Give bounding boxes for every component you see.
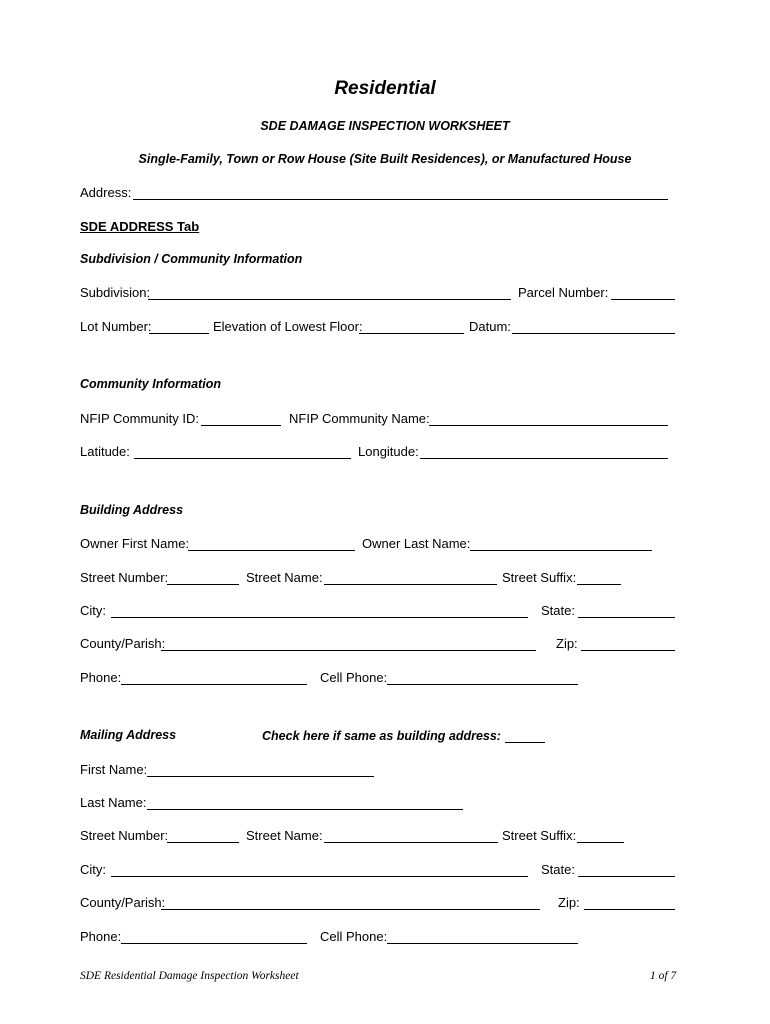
mailing-zip-field[interactable]	[584, 909, 675, 910]
phone-label: Phone:	[80, 670, 122, 685]
longitude-label: Longitude:	[358, 444, 419, 459]
building-types-subtitle: Single-Family, Town or Row House (Site Built Residences), or Manufactured House	[138, 152, 632, 166]
nfip-id-field[interactable]	[201, 425, 281, 426]
mailing-city-field[interactable]	[111, 876, 528, 877]
datum-field[interactable]	[512, 333, 675, 334]
mailing-phone-field[interactable]	[121, 943, 307, 944]
lot-number-label: Lot Number:	[80, 319, 152, 334]
owner-last-name-label: Owner Last Name:	[362, 536, 471, 551]
cell-phone-field[interactable]	[387, 684, 578, 685]
mailing-section-heading: Mailing Address	[80, 728, 177, 742]
mailing-cell-phone-field[interactable]	[387, 943, 578, 944]
zip-label: Zip:	[556, 636, 578, 651]
building-section-heading: Building Address	[80, 503, 184, 517]
address-field[interactable]	[133, 199, 668, 200]
owner-first-name-field[interactable]	[188, 550, 355, 551]
street-name-field[interactable]	[324, 584, 497, 585]
city-label: City:	[80, 603, 106, 618]
zip-field[interactable]	[581, 650, 675, 651]
nfip-name-field[interactable]	[429, 425, 668, 426]
street-name-label: Street Name:	[246, 570, 323, 585]
mailing-last-name-field[interactable]	[147, 809, 463, 810]
mailing-first-name-label: First Name:	[80, 762, 148, 777]
footer-document-name: SDE Residential Damage Inspection Worksheet	[80, 970, 299, 982]
street-suffix-field[interactable]	[577, 584, 621, 585]
elevation-field[interactable]	[359, 333, 464, 334]
phone-field[interactable]	[121, 684, 307, 685]
mailing-street-number-label: Street Number:	[80, 828, 169, 843]
footer-page-number: 1 of 7	[650, 970, 677, 982]
mailing-city-label: City:	[80, 862, 106, 877]
lot-number-field[interactable]	[149, 333, 209, 334]
county-label: County/Parish:	[80, 636, 166, 651]
owner-first-name-label: Owner First Name:	[80, 536, 190, 551]
owner-last-name-field[interactable]	[470, 550, 652, 551]
datum-label: Datum:	[469, 319, 511, 334]
subdivision-field[interactable]	[148, 299, 511, 300]
subdivision-section-heading: Subdivision / Community Information	[80, 252, 303, 266]
mailing-street-suffix-field[interactable]	[577, 842, 624, 843]
page-title: Residential	[334, 78, 436, 99]
city-field[interactable]	[111, 617, 528, 618]
address-label: Address:	[80, 185, 132, 200]
mailing-street-suffix-label: Street Suffix:	[502, 828, 577, 843]
mailing-street-name-label: Street Name:	[246, 828, 323, 843]
parcel-number-label: Parcel Number:	[518, 285, 609, 300]
mailing-state-label: State:	[541, 862, 575, 877]
latitude-label: Latitude:	[80, 444, 130, 459]
sde-address-tab-heading: SDE ADDRESS Tab	[80, 219, 200, 234]
mailing-cell-phone-label: Cell Phone:	[320, 929, 388, 944]
mailing-zip-label: Zip:	[558, 895, 580, 910]
same-as-building-checkbox[interactable]	[505, 742, 545, 743]
mailing-state-field[interactable]	[578, 876, 675, 877]
street-number-field[interactable]	[167, 584, 239, 585]
subdivision-label: Subdivision:	[80, 285, 151, 300]
worksheet-subtitle: SDE DAMAGE INSPECTION WORKSHEET	[260, 119, 510, 133]
cell-phone-label: Cell Phone:	[320, 670, 388, 685]
mailing-last-name-label: Last Name:	[80, 795, 147, 810]
mailing-street-name-field[interactable]	[324, 842, 498, 843]
state-label: State:	[541, 603, 575, 618]
elevation-label: Elevation of Lowest Floor:	[213, 319, 363, 334]
mailing-county-field[interactable]	[161, 909, 540, 910]
mailing-street-number-field[interactable]	[167, 842, 239, 843]
community-section-heading: Community Information	[80, 377, 221, 391]
longitude-field[interactable]	[420, 458, 668, 459]
nfip-name-label: NFIP Community Name:	[289, 411, 430, 426]
mailing-county-label: County/Parish:	[80, 895, 166, 910]
mailing-first-name-field[interactable]	[147, 776, 374, 777]
street-suffix-label: Street Suffix:	[502, 570, 577, 585]
mailing-phone-label: Phone:	[80, 929, 122, 944]
same-as-building-label: Check here if same as building address:	[262, 729, 501, 743]
county-field[interactable]	[161, 650, 536, 651]
nfip-id-label: NFIP Community ID:	[80, 411, 199, 426]
latitude-field[interactable]	[134, 458, 351, 459]
parcel-number-field[interactable]	[611, 299, 675, 300]
state-field[interactable]	[578, 617, 675, 618]
street-number-label: Street Number:	[80, 570, 169, 585]
